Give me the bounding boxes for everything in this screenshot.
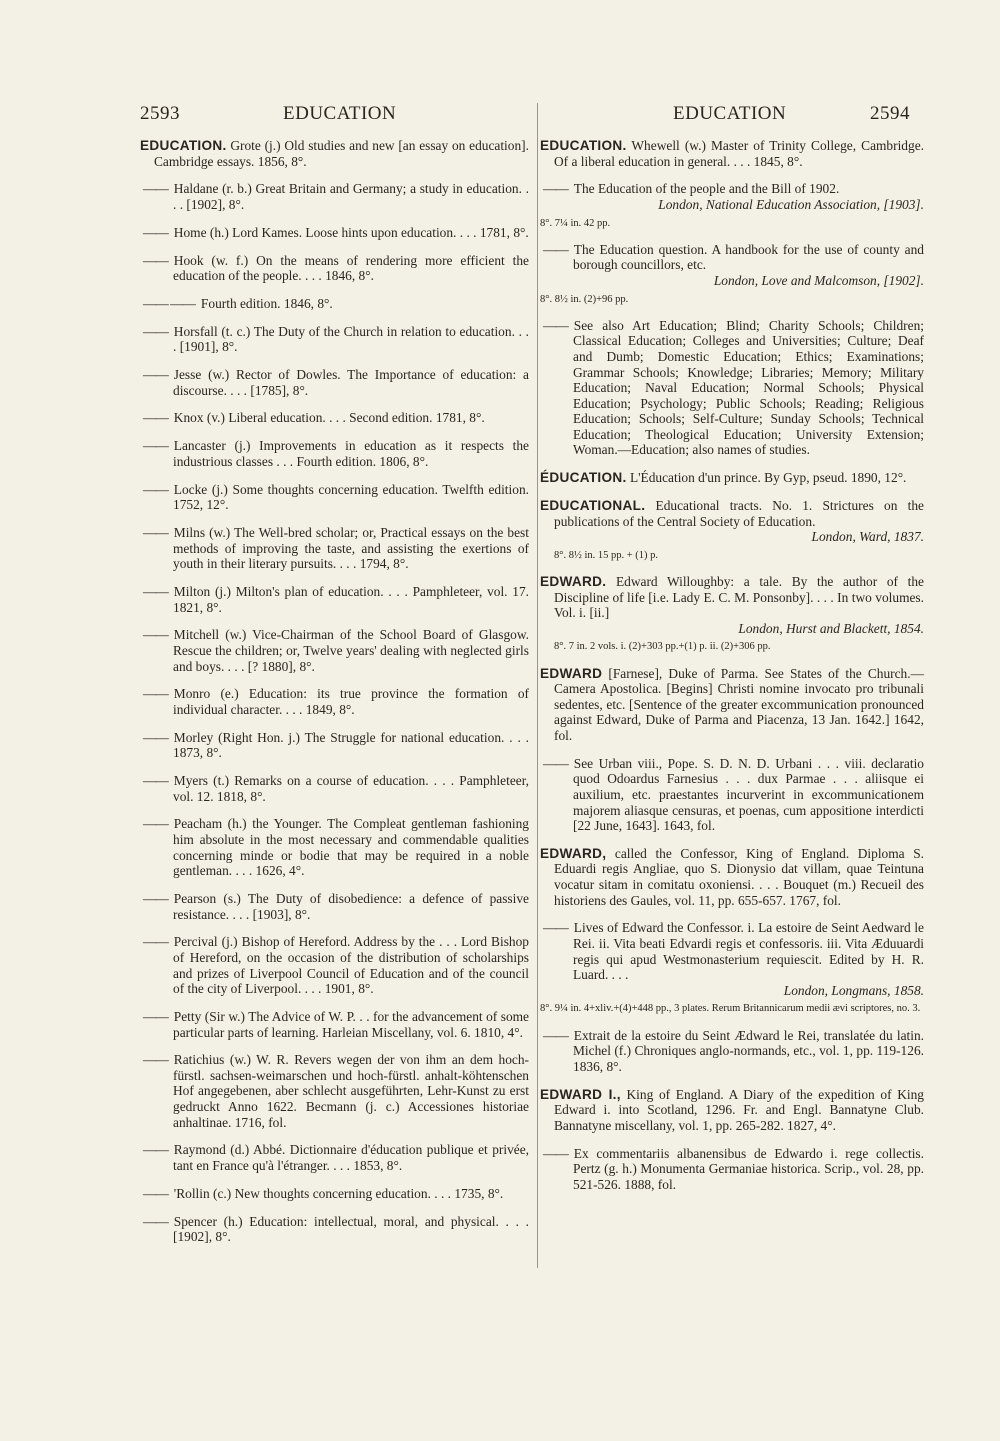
entry-imprint: London, Hurst and Blackett, 1854. <box>738 620 924 636</box>
entry-collation: 8°. 8½ in. (2)+96 pp. <box>540 293 629 305</box>
catalogue-entry <box>140 934 529 996</box>
catalogue-entry <box>140 730 529 761</box>
catalogue-entry <box>540 1028 924 1075</box>
catalogue-entry <box>140 367 529 398</box>
entry-text: Whewell (w.) Master of Trinity College, Cambridge. Of a liberal education in general. . . . 1845, 8°. <box>554 138 924 169</box>
catalogue-entry <box>540 181 924 229</box>
repeat-dash: —— <box>543 181 568 197</box>
catalogue-entry <box>140 816 529 878</box>
entry-imprint: London, Love and Malcomson, [1902]. <box>713 272 924 288</box>
left-column <box>140 138 529 1257</box>
repeat-dash: —— <box>143 367 168 383</box>
entry-text: Educational tracts. No. 1. Strictures on the publications of the Central Society of Education. <box>554 498 924 529</box>
catalogue-entry <box>140 1186 529 1202</box>
catalogue-entry <box>540 498 924 562</box>
entry-text: Extrait de la estoire du Seint Ædward le Rei, translatée du latin. Michel (f.) Chroniques anglo-normands, etc., vol. 1, pp. 119-126. 1836, 8°. <box>573 1027 924 1074</box>
entry-text: Ratichius (w.) W. R. Revers wegen der von ihm an dem hoch-fürstl. sachsen-weimarschen und hoch-fürstl. anhalt-köhtenschen Hof angegebenen, aber schlecht ausgeführten, Lehr-Kunst zu erst gedruckt Anno 1622. Becmann (j. c.) Accessiones historiae anhaltinae. 1716, fol. <box>173 1052 529 1130</box>
entry-heading: EDWARD <box>540 665 603 681</box>
catalogue-entry <box>540 666 924 744</box>
entry-heading: EDUCATION. <box>140 138 227 153</box>
repeat-dash: —— <box>143 438 168 454</box>
repeat-dash: —— <box>143 1052 168 1068</box>
catalogue-entry <box>540 1087 924 1134</box>
repeat-dash: —— <box>143 729 168 745</box>
entry-text: Pearson (s.) The Duty of disobedience: a defence of passive resistance. . . . [1903], 8°. <box>173 890 529 922</box>
repeat-dash: —— <box>143 583 168 599</box>
entry-text: Ex commentariis albanensibus de Edwardo i. rege collectis. Pertz (g. h.) Monumenta Germaniae historica. Scrip., vol. 28, pp. 521-526. 1888, fol. <box>573 1145 924 1192</box>
catalogue-entry <box>140 525 529 572</box>
entry-text: Edward Willoughby: a tale. By the author of the Discipline of life [i.e. Lady E. C. M. Ponsonby]. . . . In two volumes. Vol. i. [ii.] <box>554 574 924 621</box>
repeat-dash: —— <box>143 481 168 497</box>
entry-imprint: London, Ward, 1837. <box>811 529 924 545</box>
entry-text: Spencer (h.) Education: intellectual, moral, and physical. . . . [1902], 8°. <box>173 1213 529 1245</box>
catalogue-entry <box>540 846 924 908</box>
entry-text: Percival (j.) Bishop of Hereford. Address by the . . . Lord Bishop of Hereford, on the occasion of the distribution of scholarships and prizes of Liverpool Council of Education and of the council of the city of Liverpool. . . . 1901, 8°. <box>173 934 529 997</box>
entry-collation: 8°. 9¼ in. 4+xliv.+(4)+448 pp., 3 plates. Rerum Britannicarum medii ævi scriptores, no. 3. <box>540 1003 921 1015</box>
entry-collation: 8°. 7 in. 2 vols. i. (2)+303 pp.+(1) p. ii. (2)+306 pp. <box>554 641 771 653</box>
catalogue-entry <box>140 324 529 355</box>
repeat-dash: —— <box>143 323 168 339</box>
entry-text: called the Confessor, King of England. Diploma S. Eduardi regis Angliae, quo S. Dionysio dat villam, quae Teintuna vocatur sitam in comitatu oxoniensi. . . . Bouquet (m.) Recueil des historiens des Gaules, vol. 11, pp. 655-657. 1767, fol. <box>554 845 924 908</box>
repeat-dash: —— <box>143 1008 168 1024</box>
entry-text: L'Éducation d'un prince. By Gyp, pseud. 1890, 12°. <box>629 470 907 486</box>
entry-text: Morley (Right Hon. j.) The Struggle for national education. . . . 1873, 8°. <box>173 729 529 761</box>
entry-heading: EDUCATION. <box>540 138 627 153</box>
entry-text: Monro (e.) Education: its true province the formation of individual character. . . . 1849, 8°. <box>173 686 529 717</box>
repeat-dash: —— <box>143 181 168 197</box>
entry-text: Mitchell (w.) Vice-Chairman of the School Board of Glasgow. Rescue the children; or, Twelve years' dealing with neglected girls and boys. . . . [? 1880], 8°. <box>173 627 529 674</box>
catalogue-entry <box>140 181 529 212</box>
catalogue-entry <box>140 1052 529 1130</box>
catalogue-entry <box>140 1214 529 1245</box>
catalogue-entry <box>540 138 924 169</box>
catalogue-entry <box>140 584 529 615</box>
repeat-dash: —— <box>543 317 568 333</box>
repeat-dash: —— <box>143 1142 168 1158</box>
entry-text: The Education question. A handbook for the use of county and borough councillors, etc. <box>573 241 924 273</box>
left-page-number: 2593 <box>140 103 180 124</box>
entry-text: Jesse (w.) Rector of Dowles. The Importance of education: a discourse. . . . [1785], 8°. <box>173 367 529 398</box>
catalogue-entry <box>140 1009 529 1040</box>
repeat-dash: —— —— <box>143 295 195 311</box>
catalogue-entry <box>540 470 924 486</box>
entry-imprint: London, National Education Association, [1903]. <box>658 196 924 212</box>
repeat-dash: —— <box>143 816 168 832</box>
entry-text: Lancaster (j.) Improvements in education as it respects the industrious classes . . . Fourth edition. 1806, 8°. <box>173 438 529 469</box>
entry-text: Haldane (r. b.) Great Britain and Germany; a study in education. . . . [1902], 8°. <box>173 181 529 212</box>
entry-text: 'Rollin (c.) New thoughts concerning education. . . . 1735, 8°. <box>173 1185 504 1201</box>
catalogue-entry <box>140 482 529 513</box>
entry-text: Lives of Edward the Confessor. i. La estoire de Seint Aedward le Rei. ii. Vita beati Edvardi regis et confessoris. iii. Vita Æduuardi regis qui apud Westmonasterium requiescit. Edited by H. R. Luard. . . . <box>573 920 924 983</box>
repeat-dash: —— <box>143 934 168 950</box>
repeat-dash: —— <box>143 686 168 702</box>
repeat-dash: —— <box>143 252 168 268</box>
entry-text: Milton (j.) Milton's plan of education. . . . Pamphleteer, vol. 17. 1821, 8°. <box>173 583 529 615</box>
entry-heading: EDWARD, <box>540 845 607 861</box>
column-divider <box>537 103 538 1268</box>
repeat-dash: —— <box>543 920 568 936</box>
catalogue-entry <box>140 686 529 717</box>
catalogue-entry <box>140 296 529 312</box>
right-running-title: EDUCATION <box>673 103 787 124</box>
catalogue-entry <box>140 410 529 426</box>
right-column <box>540 138 924 1205</box>
entry-text: Grote (j.) Old studies and new [an essay on education]. Cambridge essays. 1856, 8°. <box>154 138 529 169</box>
catalogue-entry <box>140 1142 529 1173</box>
entry-text: Raymond (d.) Abbé. Dictionnaire d'éducation publique et privée, tant en France qu'à l'étranger. . . . 1853, 8°. <box>173 1142 529 1174</box>
catalogue-entry <box>140 253 529 284</box>
repeat-dash: —— <box>143 410 168 426</box>
entry-text: Home (h.) Lord Kames. Loose hints upon education. . . . 1781, 8°. <box>173 224 529 240</box>
entry-text: Hook (w. f.) On the means of rendering more efficient the education of the people. . . . 1846, 8°. <box>173 252 529 284</box>
catalogue-entry <box>140 627 529 674</box>
repeat-dash: —— <box>143 1213 168 1229</box>
entry-text: Horsfall (t. c.) The Duty of the Church in relation to education. . . . [1901], 8°. <box>173 323 529 355</box>
catalogue-entry <box>140 225 529 241</box>
entry-text: [Farnese], Duke of Parma. See States of the Church.—Camera Apostolica. [Begins] Christi nomine invocato pro tribunali sedentes, etc. [Sentence of the greater excommunication pronounced against Edward, Duke of Parma and Piacenza, 13 Jan. 1642.] 1642, fol. <box>554 665 924 743</box>
repeat-dash: —— <box>543 1145 568 1161</box>
catalogue-entry <box>540 756 924 834</box>
repeat-dash: —— <box>143 524 168 540</box>
entry-text: King of England. A Diary of the expedition of King Edward i. into Scotland, 1296. Fr. and Engl. Bannatyne Club. Bannatyne miscellany, vol. 1, pp. 265-282. 1827, 4°. <box>554 1086 924 1133</box>
entry-heading: EDWARD I., <box>540 1086 621 1102</box>
catalogue-entry <box>140 438 529 469</box>
entry-text: Petty (Sir w.) The Advice of W. P. . . for the advancement of some particular parts of learning. Harleian Miscellany, vol. 6. 1810, 4°. <box>173 1008 529 1040</box>
left-running-title: EDUCATION <box>283 103 397 124</box>
entry-text: Locke (j.) Some thoughts concerning education. Twelfth edition. 1752, 12°. <box>173 481 529 513</box>
entry-text: Myers (t.) Remarks on a course of education. . . . Pamphleteer, vol. 12. 1818, 8°. <box>173 773 529 804</box>
catalogue-entry <box>140 891 529 922</box>
entry-text: Peacham (h.) the Younger. The Compleat gentleman fashioning him absolute in the most necessary and commendable qualities concerning minde or bodie that may be required in a noble gentleman. . . . 1626, 4°. <box>173 816 529 879</box>
catalogue-entry <box>140 138 529 169</box>
entry-text: See also Art Education; Blind; Charity Schools; Children; Classical Education; Colleges and Universities; Culture; Deaf and Dumb; Domestic Education; Ethics; Examinations; Grammar Schools; Knowledge; Libraries; Memory; Military Education; Naval Education; Normal Schools; Physical Education; Psychology; Public Schools; Reading; Religious Education; Schools; Self-Culture; Sunday Schools; Technical Education; Theological Education; University Extension; Woman.—Education; also names of studies. <box>573 317 924 458</box>
catalogue-entry <box>540 242 924 306</box>
right-page-number: 2594 <box>870 103 910 124</box>
repeat-dash: —— <box>143 773 168 789</box>
entry-text: The Education of the people and the Bill of 1902. <box>573 181 840 197</box>
entry-text: Milns (w.) The Well-bred scholar; or, Practical essays on the best methods of improving the taste, and assisting the exertions of youth in their literary pursuits. . . . 1794, 8°. <box>173 524 529 572</box>
entry-text: Fourth edition. 1846, 8°. <box>200 295 333 311</box>
repeat-dash: —— <box>543 755 568 771</box>
repeat-dash: —— <box>543 1027 568 1043</box>
repeat-dash: —— <box>543 241 568 257</box>
entry-heading: EDWARD. <box>540 574 607 589</box>
entry-heading: EDUCATIONAL. <box>540 498 646 514</box>
entry-heading: ÉDUCATION. <box>540 470 627 486</box>
entry-imprint: London, Longmans, 1858. <box>783 982 924 998</box>
catalogue-entry <box>540 574 924 653</box>
catalogue-entry <box>140 773 529 804</box>
repeat-dash: —— <box>143 1185 168 1201</box>
catalogue-entry <box>540 1146 924 1193</box>
catalogue-entry <box>540 920 924 1015</box>
catalogue-entry <box>540 318 924 458</box>
entry-text: See Urban viii., Pope. S. D. N. D. Urbani . . . viii. declaratio quod Odoardus Farnesius . . . dux Parmae . . . aliisque ei auxilium, etc. praestantes incurverint in excommunicationem majorem aliasque censuras, et poenas, cum appositione interdicti [22 June, 1643]. 1643, fol. <box>573 755 924 834</box>
repeat-dash: —— <box>143 224 168 240</box>
entry-text: Knox (v.) Liberal education. . . . Second edition. 1781, 8°. <box>173 410 485 426</box>
repeat-dash: —— <box>143 890 168 906</box>
entry-collation: 8°. 7¼ in. 42 pp. <box>540 217 611 229</box>
entry-collation: 8°. 8½ in. 15 pp. + (1) p. <box>554 549 659 561</box>
repeat-dash: —— <box>143 627 168 643</box>
